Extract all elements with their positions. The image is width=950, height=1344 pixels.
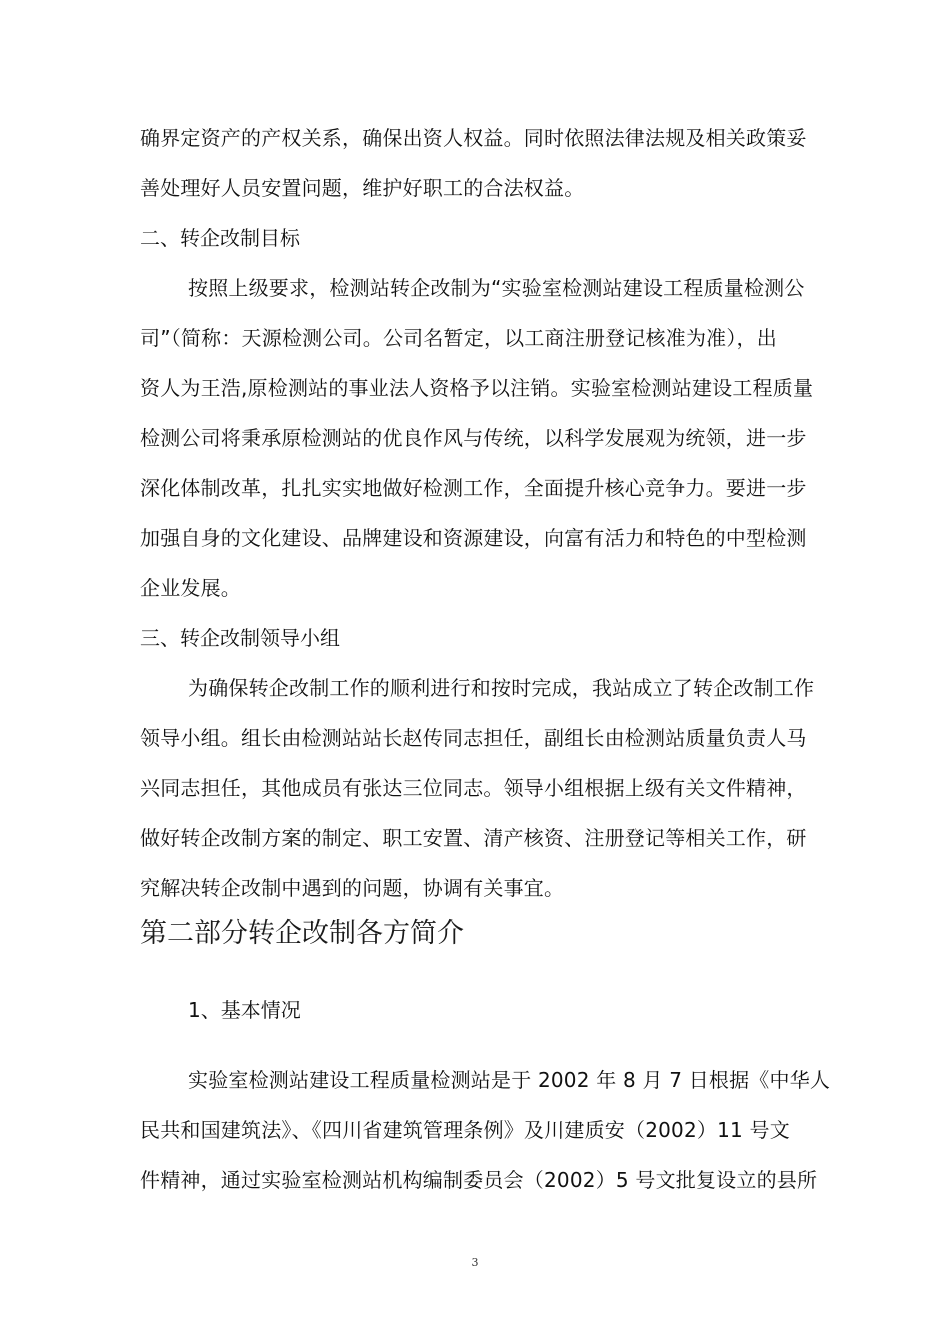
paragraph-line: 民共和国建筑法》、《四川省建筑管理条例》及川建质安（2002）11 号文 xyxy=(140,1118,790,1142)
paragraph-line: 究解决转企改制中遇到的问题，协调有关事宜。 xyxy=(140,876,565,900)
paragraph-line: 领导小组。组长由检测站站长赵传同志担任，副组长由检测站质量负责人马 xyxy=(140,726,807,750)
paragraph-line: 兴同志担任，其他成员有张达三位同志。领导小组根据上级有关文件精神， xyxy=(140,776,807,800)
part-title: 第二部分转企改制各方简介 xyxy=(140,918,464,949)
paragraph-line: 企业发展。 xyxy=(140,576,241,600)
subheading-basic-info: 1、基本情况 xyxy=(188,998,301,1022)
paragraph-line: 按照上级要求，检测站转企改制为“实验室检测站建设工程质量检测公 xyxy=(188,276,805,300)
section-heading-goals: 二、转企改制目标 xyxy=(140,226,300,250)
paragraph-line: 检测公司将秉承原检测站的优良作风与传统，以科学发展观为统领，进一步 xyxy=(140,426,807,450)
paragraph-line: 为确保转企改制工作的顺利进行和按时完成，我站成立了转企改制工作 xyxy=(188,676,815,700)
paragraph-line: 确界定资产的产权关系，确保出资人权益。同时依照法律法规及相关政策妥 xyxy=(140,126,807,150)
paragraph-line: 实验室检测站建设工程质量检测站是于 2002 年 8 月 7 日根据《中华人 xyxy=(188,1068,831,1092)
page-number: 3 xyxy=(471,1256,479,1269)
paragraph-line: 做好转企改制方案的制定、职工安置、清产核资、注册登记等相关工作，研 xyxy=(140,826,807,850)
paragraph-line: 加强自身的文化建设、品牌建设和资源建设，向富有活力和特色的中型检测 xyxy=(140,526,807,550)
paragraph-line: 深化体制改革，扎扎实实地做好检测工作，全面提升核心竞争力。要进一步 xyxy=(140,476,807,500)
paragraph-line: 司”（简称：天源检测公司。公司名暂定，以工商注册登记核准为准），出 xyxy=(140,326,777,350)
paragraph-line: 善处理好人员安置问题，维护好职工的合法权益。 xyxy=(140,176,585,200)
paragraph-line: 资人为王浩,原检测站的事业法人资格予以注销。实验室检测站建设工程质量 xyxy=(140,376,814,400)
paragraph-line: 件精神，通过实验室检测站机构编制委员会（2002）5 号文批复设立的县所 xyxy=(140,1168,818,1192)
section-heading-leadership: 三、转企改制领导小组 xyxy=(140,626,340,650)
